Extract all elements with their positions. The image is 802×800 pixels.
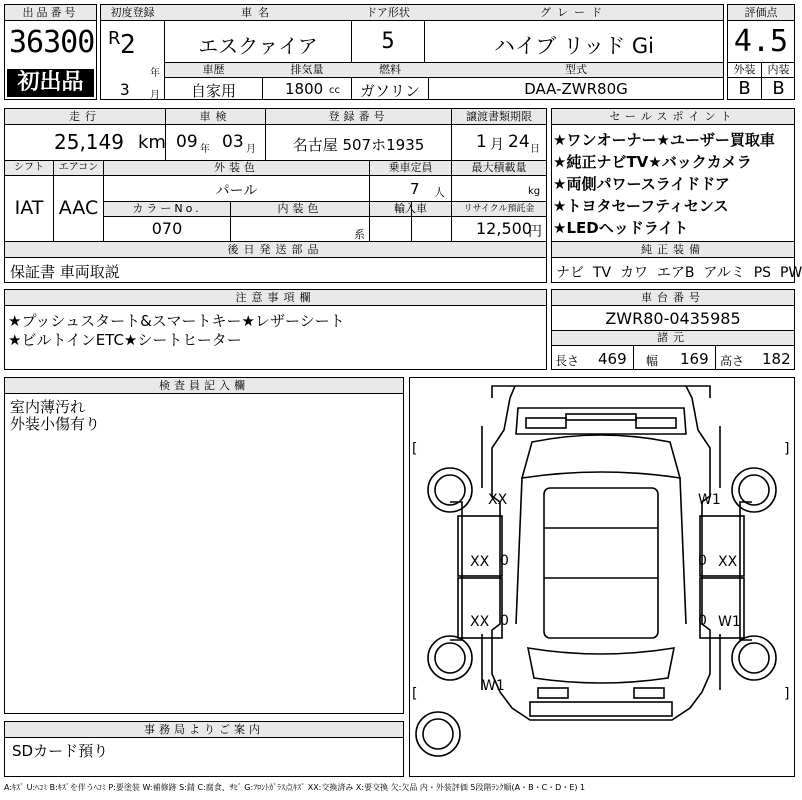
mileage: 25,149: [54, 130, 124, 154]
equipment-item: TV: [592, 265, 612, 281]
fuel: ガソリン: [359, 82, 420, 100]
legend: A:ｷｽﾞ U:ﾍｺﾐ B:ｷｽﾞを伴うﾍｺﾐ P:要塗装 W:補修跡 S:錆 C:腐食、ｻﾋﾞ G:ﾌﾛﾝﾄｶﾞﾗｽ点ｷｽﾞ XX:交換済み X:要交換 欠:欠品 内・外装評価 5段階ﾗﾝｸ順(A・B・C・D・E) 1: [4, 783, 586, 792]
sales-point-item: ★両側パワースライドドア: [553, 175, 730, 193]
transfer-month: 1: [476, 132, 487, 152]
transfer-day: 24: [508, 132, 530, 152]
equipment-list: [556, 262, 802, 282]
first-reg-label: 初度登録: [110, 6, 155, 19]
reg-month: 3: [120, 80, 130, 99]
bracket-left-bottom: [: [412, 686, 418, 702]
height: 182: [762, 350, 791, 368]
car-diagram: [410, 378, 794, 776]
history: 自家用: [190, 82, 236, 100]
displacement-unit: cc: [329, 85, 340, 96]
month-unit: 月: [150, 90, 160, 101]
inspection-label: 車検: [199, 110, 232, 123]
recycle-label: リサイクル預託金: [463, 204, 535, 214]
damage-mark: W1: [698, 492, 721, 508]
interior-color-unit: 系: [354, 228, 365, 241]
plate: 名古屋 507ホ1935: [292, 136, 425, 154]
load-unit: kg: [528, 186, 541, 197]
equipment-item: ナビ: [556, 265, 584, 281]
bracket-left-top: [: [412, 441, 418, 457]
equipment-item: カワ: [619, 265, 648, 281]
fuel-label: 燃料: [379, 63, 401, 76]
mileage-unit: km: [138, 132, 166, 153]
interior-label: 内装: [767, 63, 790, 76]
grade-label: グレード: [540, 6, 608, 19]
transfer-day-unit: 日: [530, 144, 540, 155]
model-label: 型式: [565, 63, 587, 76]
damage-mark: XX: [488, 492, 508, 508]
import-label: 輸入車: [394, 202, 427, 215]
shift: IAT: [14, 197, 44, 219]
displacement: 1800: [285, 80, 324, 98]
history-label: 車歴: [202, 63, 225, 76]
recycle: 12,500: [476, 219, 532, 238]
recycle-unit: 円: [528, 224, 542, 240]
reg-year: 2: [120, 30, 136, 60]
capacity: 7: [410, 180, 420, 198]
equipment-label: 純正装備: [641, 243, 705, 256]
later-parts-label: 後日発送部品: [227, 243, 324, 256]
transfer-month-unit: 月: [490, 137, 504, 153]
lot-number: 36300: [9, 25, 95, 60]
score: 4.5: [733, 24, 789, 59]
office-text: SDカード預り: [12, 742, 109, 760]
displacement-label: 排気量: [290, 63, 324, 76]
zero-mark: 0: [500, 553, 509, 569]
equipment-item: アルミ: [703, 265, 745, 281]
era: R: [108, 28, 121, 49]
width-label: 幅: [646, 354, 659, 368]
zero-mark: 0: [698, 553, 707, 569]
ac: AAC: [58, 197, 99, 219]
inspection-month-unit: 月: [246, 144, 256, 155]
office-label: 事務局よりご案内: [144, 723, 264, 736]
chassis-number: ZWR80-0435985: [605, 309, 741, 328]
inspection-year: 09: [176, 132, 198, 152]
first-listing-badge: 初出品: [7, 69, 94, 97]
length: 469: [598, 350, 627, 368]
sales-points-label: セールスポイント: [609, 110, 737, 123]
later-parts: 保証書 車両取説: [10, 263, 120, 281]
chassis-label: 車台番号: [641, 291, 705, 304]
year-unit: 年: [150, 68, 160, 79]
shift-label: シフト: [14, 162, 44, 173]
inspector-line: 外装小傷有り: [10, 415, 101, 433]
sales-point-item: ★トヨタセーフティセンス: [553, 197, 729, 215]
inspector-label: 検査員記入欄: [159, 379, 249, 392]
lot-box: [4, 4, 97, 100]
capacity-label: 乗車定員: [388, 161, 433, 174]
car-name: エスクァイア: [198, 34, 318, 58]
damage-mark: XX: [718, 554, 738, 570]
dims-label: 諸元: [657, 331, 689, 344]
lot-label: 出品番号: [5, 5, 96, 21]
interior-grade: B: [772, 78, 785, 99]
zero-mark: 0: [698, 613, 707, 629]
damage-mark: XX: [470, 554, 490, 570]
sales-point-item: ★純正ナビTV★バックカメラ: [553, 153, 752, 171]
equipment-item: エアB: [656, 265, 695, 281]
plate-label: 登録番号: [328, 110, 389, 123]
bracket-right-bottom: ]: [784, 686, 790, 702]
color-no-label: カラーNo.: [132, 202, 202, 215]
damage-mark: XX: [470, 614, 490, 630]
capacity-unit: 人: [434, 186, 445, 199]
zero-mark: 0: [500, 613, 509, 629]
sales-point-item: ★ワンオーナー★ユーザー買取車: [553, 131, 775, 149]
notes-label: 注意事項欄: [235, 291, 316, 304]
length-label: 長さ: [555, 354, 580, 368]
exterior-color-label: 外装色: [214, 161, 259, 174]
equipment-item: PS: [753, 265, 772, 281]
ac-label: エアコン: [58, 162, 99, 173]
inspection-month: 03: [222, 132, 244, 152]
inspector-line: 室内薄汚れ: [10, 398, 86, 416]
load-label: 最大積載量: [471, 161, 527, 174]
bracket-right-top: ]: [784, 441, 790, 457]
note-line: ★プッシュスタート&スマートキー★レザーシート: [8, 312, 345, 330]
mileage-label: 走行: [69, 110, 101, 123]
exterior-color: パール: [215, 183, 258, 199]
color-no: 070: [151, 219, 183, 238]
model: DAA-ZWR80G: [524, 80, 628, 98]
damage-mark: W1: [718, 614, 741, 630]
transfer-label: 譲渡書類期限: [466, 110, 532, 123]
equipment-item: PW: [779, 265, 802, 281]
inspection-year-unit: 年: [200, 144, 210, 155]
door-label: ドア形状: [366, 6, 410, 19]
car-name-label: 車名: [241, 6, 275, 19]
car-diagram-box: [409, 377, 795, 777]
height-label: 高さ: [720, 354, 745, 368]
sales-point-item: ★LEDヘッドライト: [553, 219, 689, 237]
width: 169: [680, 350, 709, 368]
damage-mark: W1: [482, 678, 505, 694]
exterior-grade: B: [738, 78, 751, 99]
interior-color-label: 内装色: [277, 202, 323, 215]
grade: ハイブ リッド Gi: [494, 34, 654, 58]
doors: 5: [381, 29, 395, 54]
exterior-label: 外装: [733, 63, 756, 76]
score-label: 評価点: [744, 6, 778, 19]
note-line: ★ビルトインETC★シートヒーター: [8, 331, 242, 349]
